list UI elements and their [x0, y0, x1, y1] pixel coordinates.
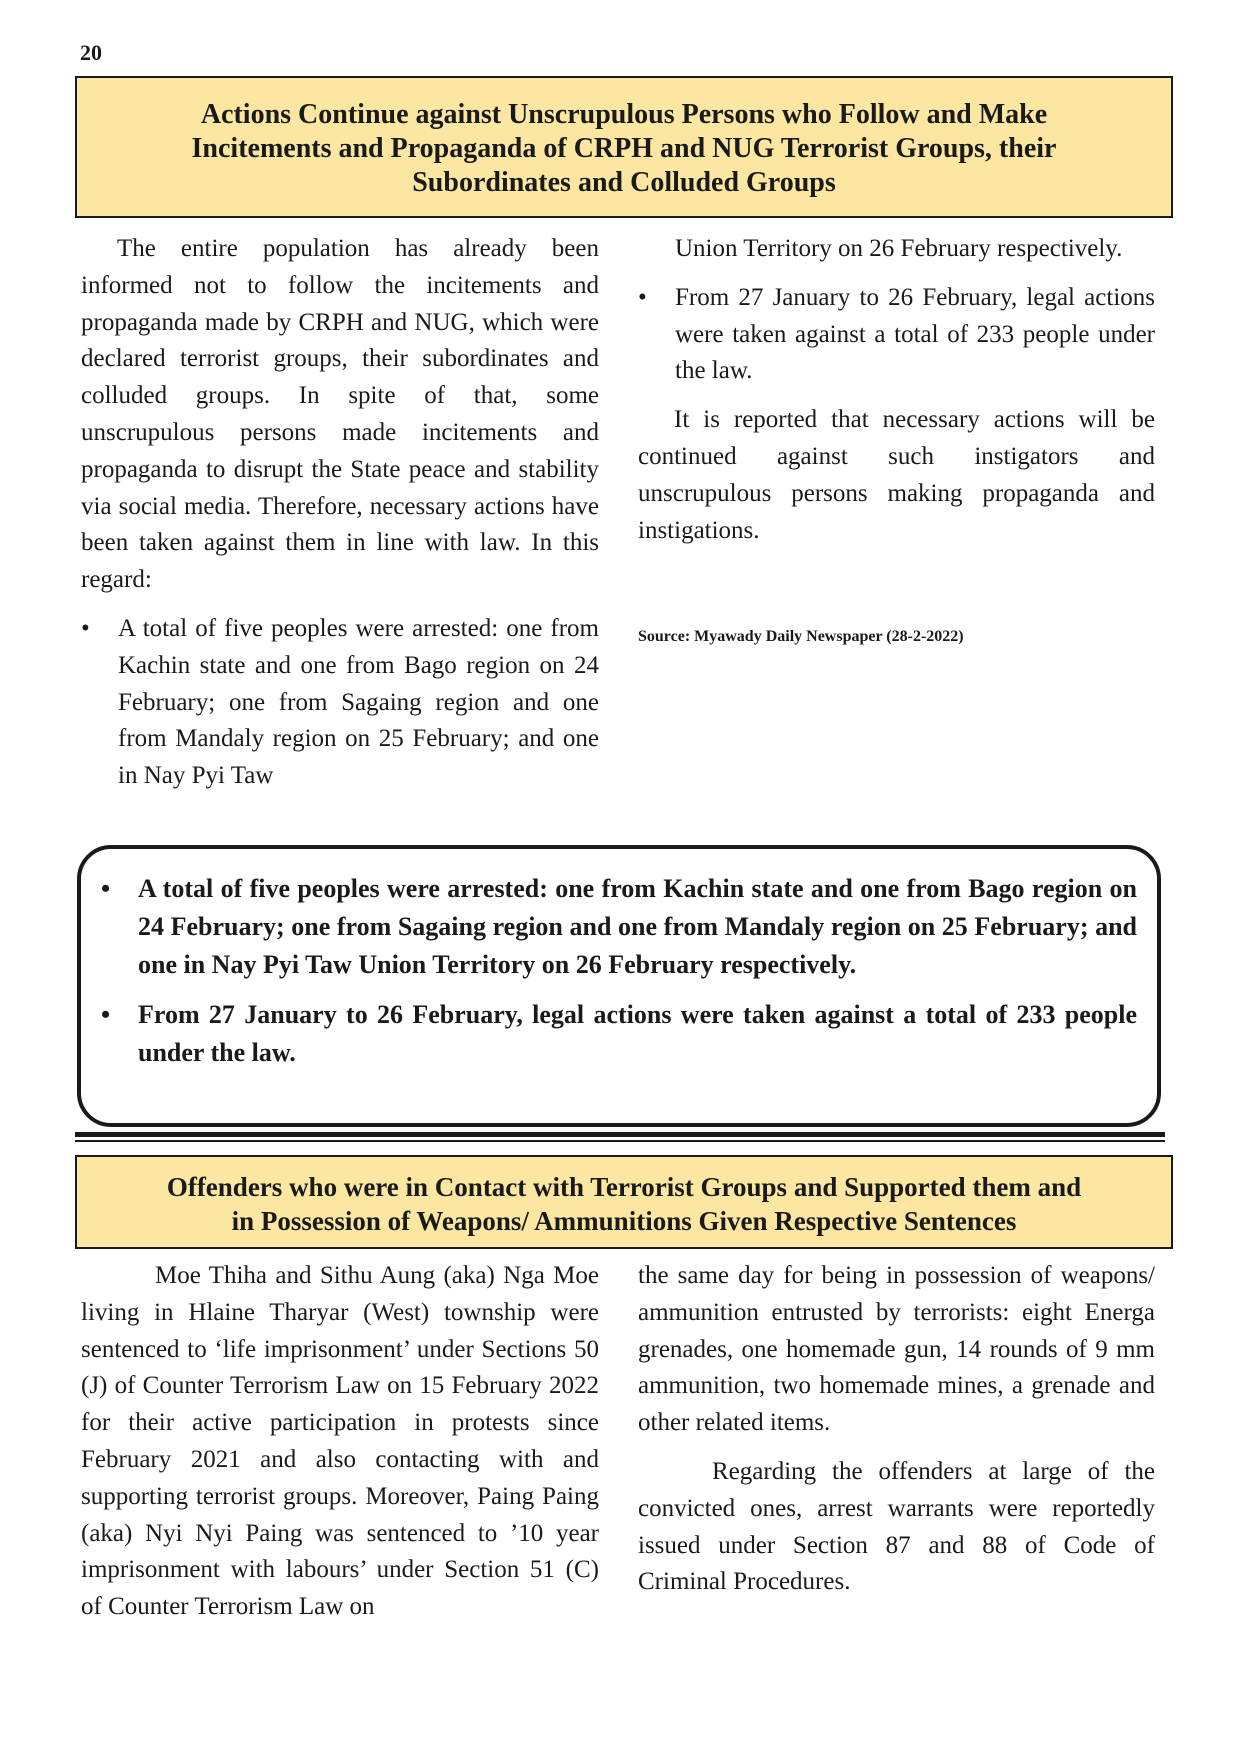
article-1-intro: The entire population has already been informed not to follow the incitements and propaganda made by CRPH and NUG, which were declared terrorist groups, their subordinates and colluded groups. In spite of that, some unscrupulous persons made incitements and propaganda to disrupt the State peace and stability via social media. Therefore, necessary actions have been taken against them in line with law. In this regard: — [81, 235, 599, 594]
callout-item: • From 27 January to 26 February, legal actions were taken against a total of 233 people under the law. — [101, 996, 1137, 1072]
page-number: 20 — [80, 40, 102, 65]
headline-line: Subordinates and Colluded Groups — [412, 167, 836, 198]
article-2-right-column — [638, 1258, 1155, 1601]
article-1-bullet-2: • From 27 January to 26 February, legal actions were taken against a total of 233 people under the law. — [638, 280, 1155, 390]
section-divider-thin — [75, 1140, 1165, 1142]
article-1-source: Source: Myawady Daily Newspaper (28-2-2022) — [638, 628, 964, 646]
article-1-bullet-list-continued — [638, 280, 1155, 390]
article-2-paragraph-1-continued: the same day for being in possession of weapons/ ammunition entrusted by terrorists: eight Energa grenades, one homemade gun, 14 rounds of 9 mm ammunition, two homemade mines, a grenade and other related items. — [638, 1262, 1155, 1437]
article-1-bullet-1-continued: Union Territory on 26 February respectively. — [675, 235, 1123, 262]
article-1-closing: It is reported that necessary actions will be continued against such instigators and unscrupulous persons making propaganda and instigations. — [638, 406, 1155, 544]
callout-list — [101, 870, 1137, 1072]
article-1-headline — [75, 76, 1173, 218]
article-2-headline — [75, 1155, 1173, 1249]
article-1-bullet-list — [81, 611, 599, 795]
headline-line: Actions Continue against Unscrupulous Persons who Follow and Make — [200, 99, 1048, 130]
section-divider-thick — [75, 1132, 1165, 1137]
article-1-bullet-1: • A total of five peoples were arrested: one from Kachin state and one from Bago region on 24 February; one from Sagaing region and one from Mandaly region on 25 February; and one in Nay Pyi Taw — [81, 611, 599, 795]
article-2-left-column — [81, 1258, 599, 1626]
headline-line: in Possession of Weapons/ Ammunitions Given Respective Sentences — [231, 1206, 1017, 1236]
article-1-right-column — [638, 231, 1155, 647]
highlight-callout-box — [77, 845, 1161, 1127]
headline-line: Offenders who were in Contact with Terrorist Groups and Supported them and — [166, 1172, 1082, 1202]
headline-line: Incitements and Propaganda of CRPH and NUG Terrorist Groups, their — [191, 133, 1057, 164]
article-2-paragraph-2: Regarding the offenders at large of the convicted ones, arrest warrants were reportedly issued under Section 87 and 88 of Code of Criminal Procedures. — [638, 1457, 1155, 1596]
article-2-paragraph-1: Moe Thiha and Sithu Aung (aka) Nga Moe living in Hlaine Tharyar (West) township were sentenced to ‘life imprisonment’ under Sections 50 (J) of Counter Terrorism Law on 15 February 2022 for their active participation in protests since February 2021 and also contacting with and supporting terrorist groups. Moreover, Paing Paing (aka) Nyi Nyi Paing was sentenced to ’10 year imprisonment with labours’ under Section 51 (C) of Counter Terrorism Law on — [81, 1262, 599, 1621]
callout-item: • A total of five peoples were arrested: one from Kachin state and one from Bago region on 24 February; one from Sagaing region and one from Mandaly region on 25 February; and one in Nay Pyi Taw Union Territory on 26 February respectively. — [101, 870, 1137, 984]
article-1-left-column — [81, 231, 599, 795]
